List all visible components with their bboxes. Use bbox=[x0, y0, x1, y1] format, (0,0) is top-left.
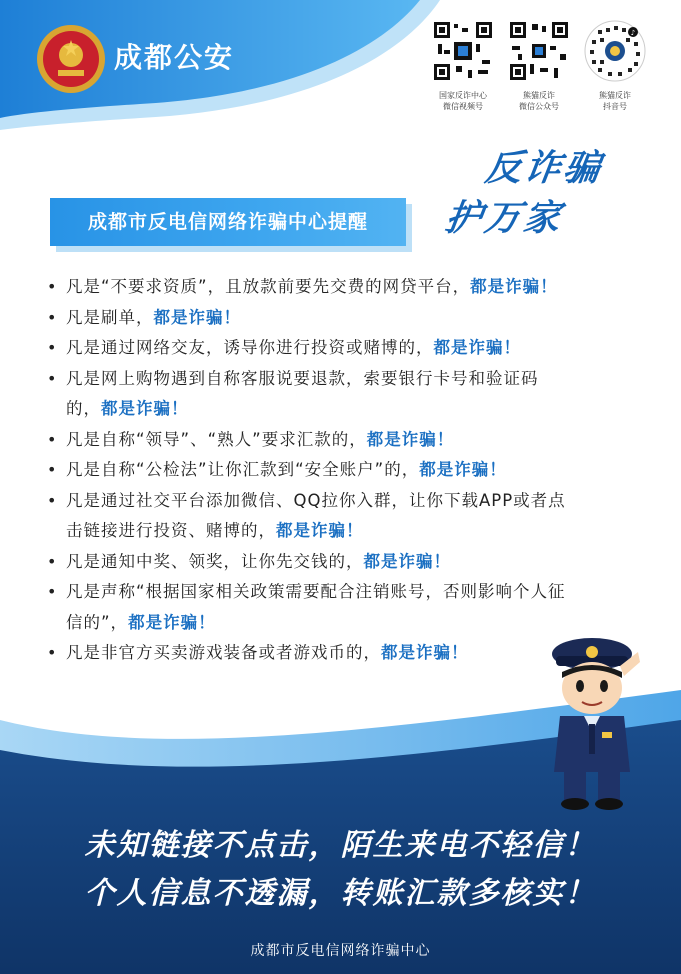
org-name: 成都公安 bbox=[114, 41, 235, 74]
qr-caption bbox=[584, 90, 646, 112]
slogan-line-1: 反诈骗 bbox=[482, 148, 606, 189]
warning-item bbox=[44, 364, 649, 425]
qr-caption-line: 微信视频号 bbox=[443, 102, 483, 111]
warning-text: 凡是非官方买卖游戏装备或者游戏币的， bbox=[66, 643, 381, 662]
qr-code-block-2[interactable] bbox=[508, 20, 570, 112]
bullet-icon: • bbox=[47, 338, 58, 357]
scam-warning-highlight: 都是诈骗！ bbox=[381, 643, 469, 662]
scam-warning-highlight: 都是诈骗！ bbox=[276, 521, 364, 540]
scam-warning-highlight: 都是诈骗！ bbox=[128, 612, 216, 632]
warning-text: 凡是网上购物遇到自称客服说要退款，索要银行卡号和验证码 bbox=[66, 368, 539, 388]
warning-text: 的， bbox=[66, 399, 101, 418]
scam-warning-highlight: 都是诈骗！ bbox=[363, 551, 451, 571]
police-mascot-illustration bbox=[542, 632, 642, 812]
bullet-icon: • bbox=[47, 551, 58, 571]
warning-item bbox=[44, 303, 649, 334]
police-emblem-icon bbox=[34, 22, 108, 96]
slogan-line-2: 护万家 bbox=[442, 198, 566, 239]
scam-warning-highlight: 都是诈骗！ bbox=[101, 399, 189, 418]
warning-text: 凡是自称“公检法”让你汇款到“安全账户”的， bbox=[66, 460, 420, 479]
warning-item bbox=[44, 547, 649, 578]
reminder-banner bbox=[50, 198, 406, 246]
qr-caption bbox=[508, 90, 570, 112]
qr-code-icon bbox=[508, 20, 570, 82]
bullet-icon: • bbox=[47, 490, 58, 510]
warning-item bbox=[44, 455, 649, 486]
svg-text:♪: ♪ bbox=[630, 29, 636, 37]
bullet-icon: • bbox=[47, 277, 58, 296]
scam-warning-highlight: 都是诈骗！ bbox=[433, 338, 521, 357]
bullet-icon: • bbox=[47, 368, 58, 388]
qr-caption-line: 国家反诈中心 bbox=[439, 91, 487, 100]
qr-code-block-1[interactable] bbox=[432, 20, 494, 112]
scam-warning-highlight: 都是诈骗！ bbox=[366, 429, 455, 449]
qr-caption-line: 抖音号 bbox=[603, 102, 627, 111]
warning-list bbox=[44, 272, 649, 669]
warning-text: 凡是自称“领导”、“熟人”要求汇款的， bbox=[66, 429, 367, 449]
warning-text: 信的”， bbox=[66, 612, 129, 632]
warning-item bbox=[44, 333, 649, 364]
warning-item bbox=[44, 486, 649, 547]
qr-code-icon bbox=[432, 20, 494, 82]
warning-text: 凡是通知中奖、领奖，让你先交钱的， bbox=[66, 551, 364, 571]
warning-text: 凡是通过网络交友，诱导你进行投资或赌博的， bbox=[66, 338, 434, 357]
scam-warning-highlight: 都是诈骗！ bbox=[470, 277, 558, 296]
warning-text: 凡是通过社交平台添加微信、QQ拉你入群，让你下载APP或者点 bbox=[66, 490, 566, 510]
reminder-banner-text: 成都市反电信网络诈骗中心提醒 bbox=[87, 211, 368, 233]
bullet-icon: • bbox=[47, 429, 58, 449]
qr-caption-line: 熊猫反诈 bbox=[599, 91, 631, 100]
bullet-icon: • bbox=[47, 460, 58, 479]
bottom-slogan-line-1: 未知链接不点击，陌生来电不轻信！ bbox=[84, 828, 597, 863]
warning-text: 击链接进行投资、赌博的， bbox=[66, 521, 276, 540]
scam-warning-highlight: 都是诈骗！ bbox=[419, 460, 507, 479]
warning-item bbox=[44, 272, 649, 303]
warning-text: 凡是刷单， bbox=[66, 307, 154, 327]
warning-item bbox=[44, 577, 649, 638]
qr-caption bbox=[432, 90, 494, 112]
qr-code-icon bbox=[584, 20, 646, 82]
qr-caption-line: 微信公众号 bbox=[519, 102, 559, 111]
bullet-icon: • bbox=[47, 582, 58, 601]
warning-text: 凡是“不要求资质”，且放款前要先交费的网贷平台， bbox=[66, 277, 471, 296]
qr-caption-line: 熊猫反诈 bbox=[523, 91, 555, 100]
bottom-slogan-line-2: 个人信息不透漏，转账汇款多核实！ bbox=[84, 876, 597, 911]
bullet-icon: • bbox=[47, 307, 58, 327]
bullet-icon: • bbox=[47, 643, 58, 662]
warning-text: 凡是声称“根据国家相关政策需要配合注销账号，否则影响个人征 bbox=[66, 582, 566, 601]
warning-item bbox=[44, 425, 649, 456]
qr-code-block-3[interactable] bbox=[584, 20, 646, 112]
footer-org-name: 成都市反电信网络诈骗中心 bbox=[250, 943, 431, 959]
scam-warning-highlight: 都是诈骗！ bbox=[153, 307, 241, 327]
